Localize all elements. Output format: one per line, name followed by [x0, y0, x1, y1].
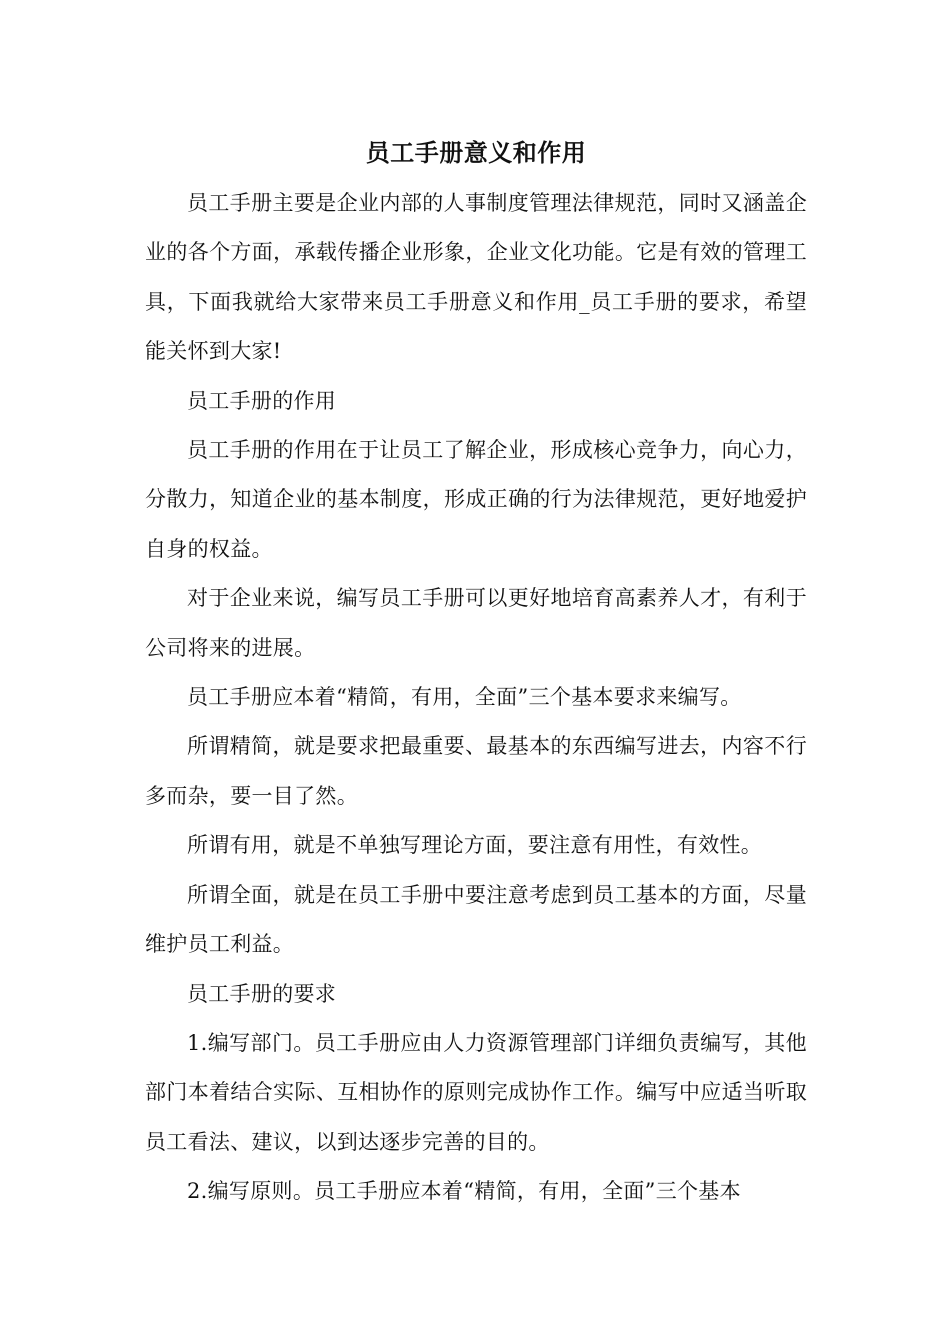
section-heading-requirements: 员工手册的要求 [187, 981, 337, 1006]
paragraph-principles: 员工手册应本着“精简，有用，全面”三个基本要求来编写。 [187, 685, 742, 710]
paragraph-purpose: 员工手册的作用在于让员工了解企业，形成核心竞争力，向心力，分散力，知道企业的基本制度，形成正确的行为法律规范，更好地爱护自身的权益。 [145, 438, 807, 561]
paragraph-comprehensive: 所谓全面，就是在员工手册中要注意考虑到员工基本的方面，尽量维护员工利益。 [145, 882, 807, 957]
document-title: 员工手册意义和作用 [365, 138, 587, 167]
paragraph-requirement-1: 1.编写部门。员工手册应由人力资源管理部门详细负责编写，其他部门本着结合实际、互相协作的原则完成协作工作。编写中应适当听取员工看法、建议，以到达逐步完善的目的。 [145, 1030, 807, 1154]
paragraph-concise: 所谓精简，就是要求把最重要、最基本的东西编写进去，内容不行多而杂，要一目了然。 [145, 734, 807, 808]
document-page [145, 133, 807, 1217]
paragraph-benefit: 对于企业来说，编写员工手册可以更好地培育高素养人才，有利于公司将来的进展。 [145, 586, 807, 660]
section-heading-purpose: 员工手册的作用 [187, 388, 337, 413]
paragraph-requirement-2: 2.编写原则。员工手册应本着“精简，有用，全面”三个基本 [187, 1179, 741, 1204]
paragraph-intro: 员工手册主要是企业内部的人事制度管理法律规范，同时又涵盖企业的各个方面，承载传播企业形象，企业文化功能。它是有效的管理工具，下面我就给大家带来员工手册意义和作用_员工手册的要求，希望能关怀到大家! [145, 191, 807, 364]
paragraph-useful: 所谓有用，就是不单独写理论方面，要注意有用性，有效性。 [187, 833, 763, 858]
